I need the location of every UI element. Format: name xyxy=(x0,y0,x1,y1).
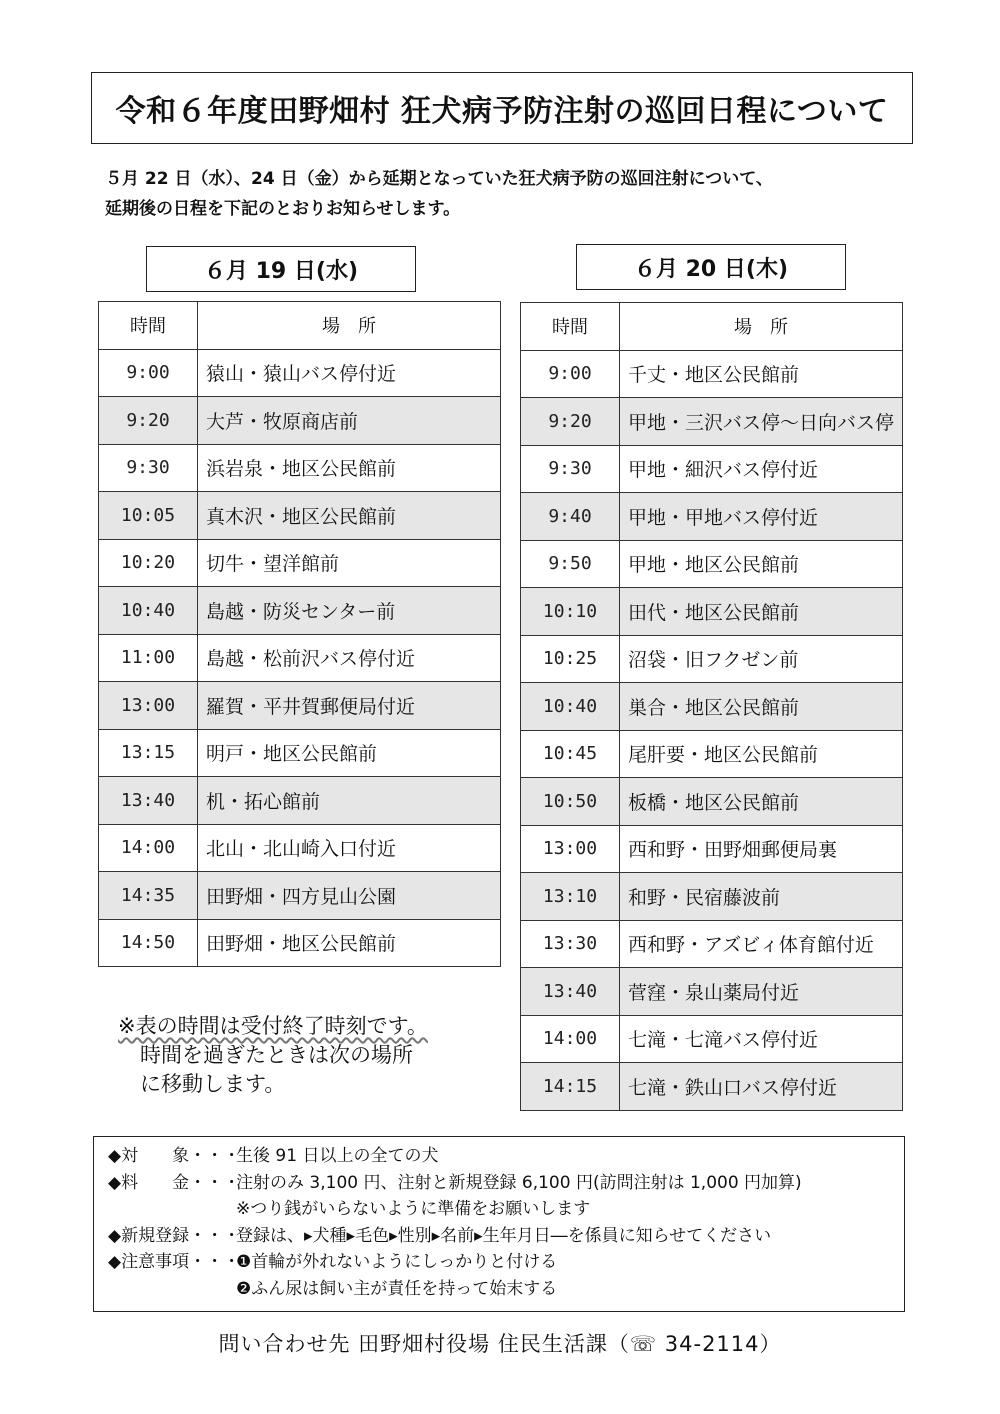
time-cell: 9:20 xyxy=(521,398,620,446)
day2-date: ６月 20 日(木) xyxy=(633,256,789,282)
registration-value: 登録は、▸犬種▸毛色▸性別▸名前▸生年月日―を係員に知らせてください xyxy=(236,1225,772,1246)
table-row xyxy=(521,1063,903,1111)
caution-item-2: ❷ふん尿は飼い主が責任を持って始末する xyxy=(236,1278,558,1299)
place-cell: 七滝・七滝バス停付近 xyxy=(620,1015,903,1063)
place-cell: 西和野・アズビィ体育館付近 xyxy=(620,920,903,968)
time-note xyxy=(118,1012,428,1099)
day1-date: ６月 19 日(水) xyxy=(203,258,359,284)
time-cell: 14:00 xyxy=(521,1015,620,1063)
place-cell: 島越・防災センター前 xyxy=(198,587,501,635)
table-row xyxy=(521,445,903,493)
target-value: 生後 91 日以上の全ての犬 xyxy=(236,1146,439,1166)
time-cell: 10:25 xyxy=(521,635,620,683)
table-row xyxy=(521,873,903,921)
time-cell: 14:15 xyxy=(521,1063,620,1111)
table-row xyxy=(99,824,501,872)
time-cell: 10:40 xyxy=(99,587,198,635)
table-row xyxy=(99,919,501,967)
place-cell: 北山・北山崎入口付近 xyxy=(198,824,501,872)
place-cell: 切牛・望洋館前 xyxy=(198,539,501,587)
time-header: 時間 xyxy=(99,302,198,350)
fee-label: ◆料 金・・・ xyxy=(108,1172,241,1193)
time-cell: 10:50 xyxy=(521,778,620,826)
time-cell: 9:50 xyxy=(521,540,620,588)
day2-date-box xyxy=(576,244,846,290)
table-row xyxy=(521,730,903,778)
table-row xyxy=(99,872,501,920)
table-header-row xyxy=(521,303,903,351)
table-row xyxy=(99,539,501,587)
table-row xyxy=(521,588,903,636)
target-label: ◆対 象・・・ xyxy=(108,1146,241,1166)
place-cell: 西和野・田野畑郵便局裏 xyxy=(620,825,903,873)
caution-row xyxy=(108,1249,904,1276)
place-cell: 田代・地区公民館前 xyxy=(620,588,903,636)
note-line-1: ※表の時間は受付終了時刻です。 xyxy=(118,1014,428,1038)
place-cell: 島越・松前沢バス停付近 xyxy=(198,634,501,682)
table-row xyxy=(521,635,903,683)
table-row xyxy=(521,1015,903,1063)
place-cell: 猿山・猿山バス停付近 xyxy=(198,349,501,397)
time-cell: 9:40 xyxy=(521,493,620,541)
caution-item-1: ❶首輪が外れないようにしっかりと付ける xyxy=(236,1252,558,1272)
table-row xyxy=(99,444,501,492)
fee-note-row xyxy=(108,1196,904,1223)
place-cell: 巣合・地区公民館前 xyxy=(620,683,903,731)
contact-footer: 問い合わせ先 田野畑村役場 住民生活課（☏ 34-2114） xyxy=(218,1332,782,1356)
place-cell: 田野畑・地区公民館前 xyxy=(198,919,501,967)
place-cell: 田野畑・四方見山公園 xyxy=(198,872,501,920)
table-row xyxy=(521,920,903,968)
time-cell: 13:30 xyxy=(521,920,620,968)
caution-row-2 xyxy=(108,1276,904,1303)
place-header: 場 所 xyxy=(620,303,903,351)
place-cell: 沼袋・旧フクゼン前 xyxy=(620,635,903,683)
table-row xyxy=(99,397,501,445)
time-cell: 9:00 xyxy=(521,350,620,398)
intro-text xyxy=(105,164,905,224)
place-cell: 真木沢・地区公民館前 xyxy=(198,492,501,540)
time-cell: 14:35 xyxy=(99,872,198,920)
table-row xyxy=(99,634,501,682)
time-cell: 9:30 xyxy=(99,444,198,492)
table-row xyxy=(521,493,903,541)
time-cell: 13:15 xyxy=(99,729,198,777)
intro-line-2: 延期後の日程を下記のとおりお知らせします。 xyxy=(105,199,461,219)
note-line-2: 時間を過ぎたときは次の場所 xyxy=(140,1043,413,1067)
time-cell: 9:30 xyxy=(521,445,620,493)
table-row xyxy=(521,683,903,731)
time-cell: 10:40 xyxy=(521,683,620,731)
time-cell: 14:00 xyxy=(99,824,198,872)
place-cell: 甲地・細沢バス停付近 xyxy=(620,445,903,493)
table-row xyxy=(99,777,501,825)
table-row xyxy=(521,540,903,588)
fee-row xyxy=(108,1170,904,1197)
table-header-row xyxy=(99,302,501,350)
time-cell: 9:00 xyxy=(99,349,198,397)
place-cell: 七滝・鉄山口バス停付近 xyxy=(620,1063,903,1111)
intro-line-1: ５月 22 日（水）、24 日（金）から延期となっていた狂犬病予防の巡回注射について、 xyxy=(105,169,773,189)
registration-label: ◆新規登録・・・ xyxy=(108,1225,241,1246)
place-cell: 明戸・地区公民館前 xyxy=(198,729,501,777)
day1-date-box xyxy=(146,246,416,292)
place-cell: 羅賀・平井賀郵便局付近 xyxy=(198,682,501,730)
registration-row xyxy=(108,1223,904,1250)
caution-label: ◆注意事項・・・ xyxy=(108,1252,241,1272)
table-row xyxy=(521,398,903,446)
table-row xyxy=(521,778,903,826)
fee-value: 注射のみ 3,100 円、注射と新規登録 6,100 円(訪問注射は 1,000 円加算) xyxy=(236,1172,802,1193)
place-cell: 尾肝要・地区公民館前 xyxy=(620,730,903,778)
table-row xyxy=(521,968,903,1016)
time-cell: 13:40 xyxy=(99,777,198,825)
time-cell: 9:20 xyxy=(99,397,198,445)
time-cell: 13:40 xyxy=(521,968,620,1016)
info-box xyxy=(93,1136,905,1312)
note-line-3: に移動します。 xyxy=(140,1072,286,1096)
place-cell: 甲地・三沢バス停～日向バス停 xyxy=(620,398,903,446)
table-row xyxy=(99,729,501,777)
day2-schedule-table xyxy=(520,302,903,1111)
time-cell: 14:50 xyxy=(99,919,198,967)
place-cell: 和野・民宿藤波前 xyxy=(620,873,903,921)
target-row xyxy=(108,1143,904,1170)
time-cell: 10:20 xyxy=(99,539,198,587)
table-row xyxy=(521,350,903,398)
time-header: 時間 xyxy=(521,303,620,351)
time-cell: 10:45 xyxy=(521,730,620,778)
day1-schedule-table xyxy=(98,301,501,967)
time-cell: 10:05 xyxy=(99,492,198,540)
place-cell: 浜岩泉・地区公民館前 xyxy=(198,444,501,492)
place-cell: 机・拓心館前 xyxy=(198,777,501,825)
place-cell: 菅窪・泉山薬局付近 xyxy=(620,968,903,1016)
place-cell: 千丈・地区公民館前 xyxy=(620,350,903,398)
place-cell: 板橋・地区公民館前 xyxy=(620,778,903,826)
title-box xyxy=(91,72,913,144)
place-header: 場 所 xyxy=(198,302,501,350)
time-cell: 10:10 xyxy=(521,588,620,636)
time-cell: 13:10 xyxy=(521,873,620,921)
table-row xyxy=(99,349,501,397)
place-cell: 甲地・地区公民館前 xyxy=(620,540,903,588)
table-row xyxy=(99,492,501,540)
page-title: 令和６年度田野畑村 狂犬病予防注射の巡回日程について xyxy=(115,94,889,129)
place-cell: 甲地・甲地バス停付近 xyxy=(620,493,903,541)
table-row xyxy=(99,587,501,635)
table-row xyxy=(521,825,903,873)
time-cell: 13:00 xyxy=(521,825,620,873)
time-cell: 13:00 xyxy=(99,682,198,730)
table-row xyxy=(99,682,501,730)
place-cell: 大芦・牧原商店前 xyxy=(198,397,501,445)
fee-note: ※つり銭がいらないように準備をお願いします xyxy=(236,1199,591,1219)
time-cell: 11:00 xyxy=(99,634,198,682)
